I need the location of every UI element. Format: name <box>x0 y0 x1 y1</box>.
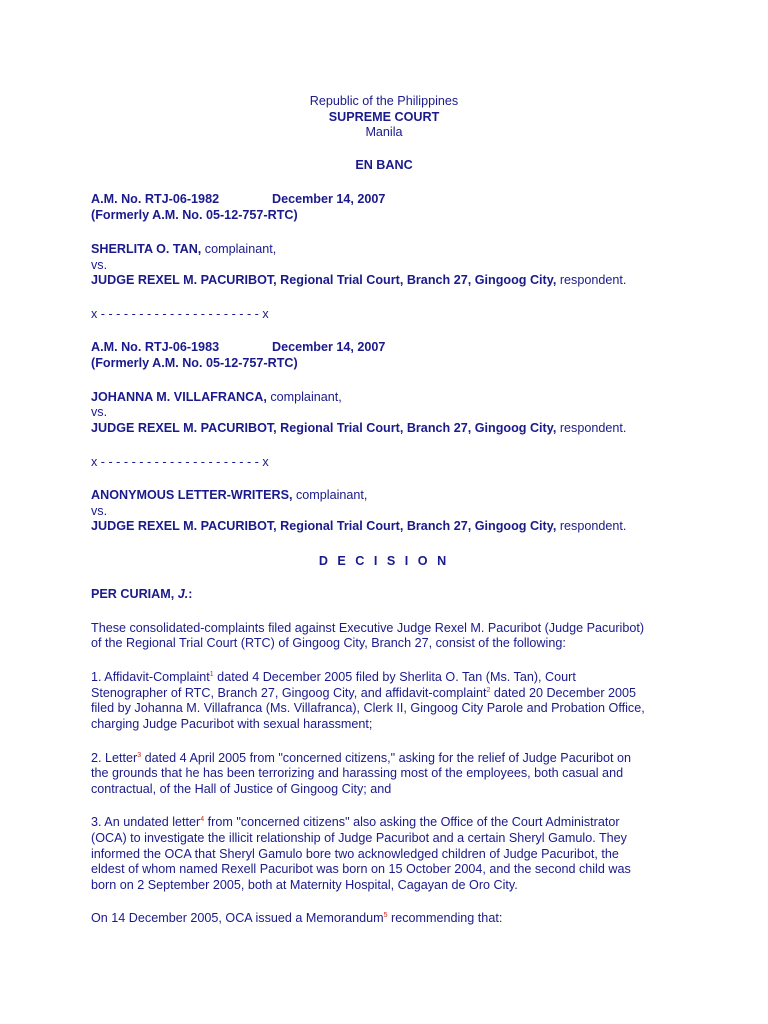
footnote-1[interactable]: 1 <box>209 671 214 678</box>
case3-complainant: ANONYMOUS LETTER-WRITERS, complainant, <box>91 488 368 502</box>
per-curiam: PER CURIAM, J.: <box>91 587 193 601</box>
case1-vs: vs. <box>91 258 108 272</box>
item3-line-3: informed the OCA that Sheryl Gamulo bore two acknowledged children of Judge Pacuribot, the <box>91 847 619 861</box>
case2-vs: vs. <box>91 405 108 419</box>
item1-line-3: filed by Johanna M. Villafranca (Ms. Villafranca), Clerk II, Gingoog City Parole and Probation Office, <box>91 701 645 715</box>
footnote-3[interactable]: 3 <box>137 752 142 759</box>
city-name: Manila <box>365 125 403 139</box>
country-name: Republic of the Philippines <box>309 94 459 108</box>
case2-complainant: JOHANNA M. VILLAFRANCA, complainant, <box>91 390 342 404</box>
item3-line-1: 3. An undated letter$^4$ from "concerned citizens" also asking the Office of the Court Administrator <box>91 815 620 829</box>
item3-line-5: born on 2 September 2005, both at Maternity Hospital, Cagayan de Oro City. <box>91 878 518 892</box>
item2-line-1: 2. Letter$^3$ dated 4 April 2005 from "concerned citizens," asking for the relief of Judge Pacuribot on <box>91 751 632 765</box>
case3-respondent: JUDGE REXEL M. PACURIBOT, Regional Trial Court, Branch 27, Gingoog City, respondent. <box>91 519 627 533</box>
item1-line-1: 1. Affidavit-Complaint$^1$ dated 4 December 2005 filed by Sherlita O. Tan (Ms. Tan), Court <box>91 670 576 684</box>
footnote-2[interactable]: 2 <box>486 687 491 694</box>
case1-respondent: JUDGE REXEL M. PACURIBOT, Regional Trial Court, Branch 27, Gingoog City, respondent. <box>91 273 627 287</box>
intro-line-1: These consolidated-complaints filed against Executive Judge Rexel M. Pacuribot (Judge Pacuribot) <box>91 621 645 635</box>
case2-respondent: JUDGE REXEL M. PACURIBOT, Regional Trial Court, Branch 27, Gingoog City, respondent. <box>91 421 627 435</box>
footnote-4[interactable]: 4 <box>200 816 205 823</box>
court-name: SUPREME COURT <box>328 110 440 124</box>
item3-line-4: eldest of whom named Rexell Pacuribot was born on 15 October 2004, and the second child was <box>91 862 631 876</box>
case2-number: A.M. No. RTJ-06-1983 <box>91 340 220 354</box>
division-title: EN BANC <box>355 158 413 172</box>
separator: x - - - - - - - - - - - - - - - - - - - - - x <box>91 455 269 469</box>
item2-line-2: the grounds that he has been terrorizing and harassing most of the employees, both casual and <box>91 766 624 780</box>
footnote-5[interactable]: 5 <box>383 912 388 919</box>
case1-number: A.M. No. RTJ-06-1982 <box>91 192 220 206</box>
case2-formerly: (Formerly A.M. No. 05-12-757-RTC) <box>91 356 298 370</box>
case1-number-line <box>91 192 386 208</box>
case3-vs: vs. <box>91 504 108 518</box>
case1-date: December 14, 2007 <box>272 192 386 206</box>
item3-line-2: (OCA) to investigate the illicit relationship of Judge Pacuribot and a certain Sheryl Gamulo. They <box>91 831 627 845</box>
item2-line-3: contractual, of the Hall of Justice of Gingoog City; and <box>91 782 392 796</box>
case1-complainant: SHERLITA O. TAN, complainant, <box>91 242 277 256</box>
intro-line-2: of the Regional Trial Court (RTC) of Gingoog City, Branch 27, consist of the following: <box>91 636 566 650</box>
case2-number-line <box>91 340 386 356</box>
decision-title: D E C I S I O N <box>318 554 450 568</box>
case1-formerly: (Formerly A.M. No. 05-12-757-RTC) <box>91 208 298 222</box>
memorandum-line: On 14 December 2005, OCA issued a Memorandum$^5$ recommending that: <box>91 911 503 925</box>
item1-line-4: charging Judge Pacuribot with sexual harassment; <box>91 717 373 731</box>
separator: x - - - - - - - - - - - - - - - - - - - - - x <box>91 307 269 321</box>
case2-date: December 14, 2007 <box>272 340 386 354</box>
item1-line-2: Stenographer of RTC, Branch 27, Gingoog City, and affidavit-complaint$^2$ dated 20 December 2005 <box>91 686 637 700</box>
